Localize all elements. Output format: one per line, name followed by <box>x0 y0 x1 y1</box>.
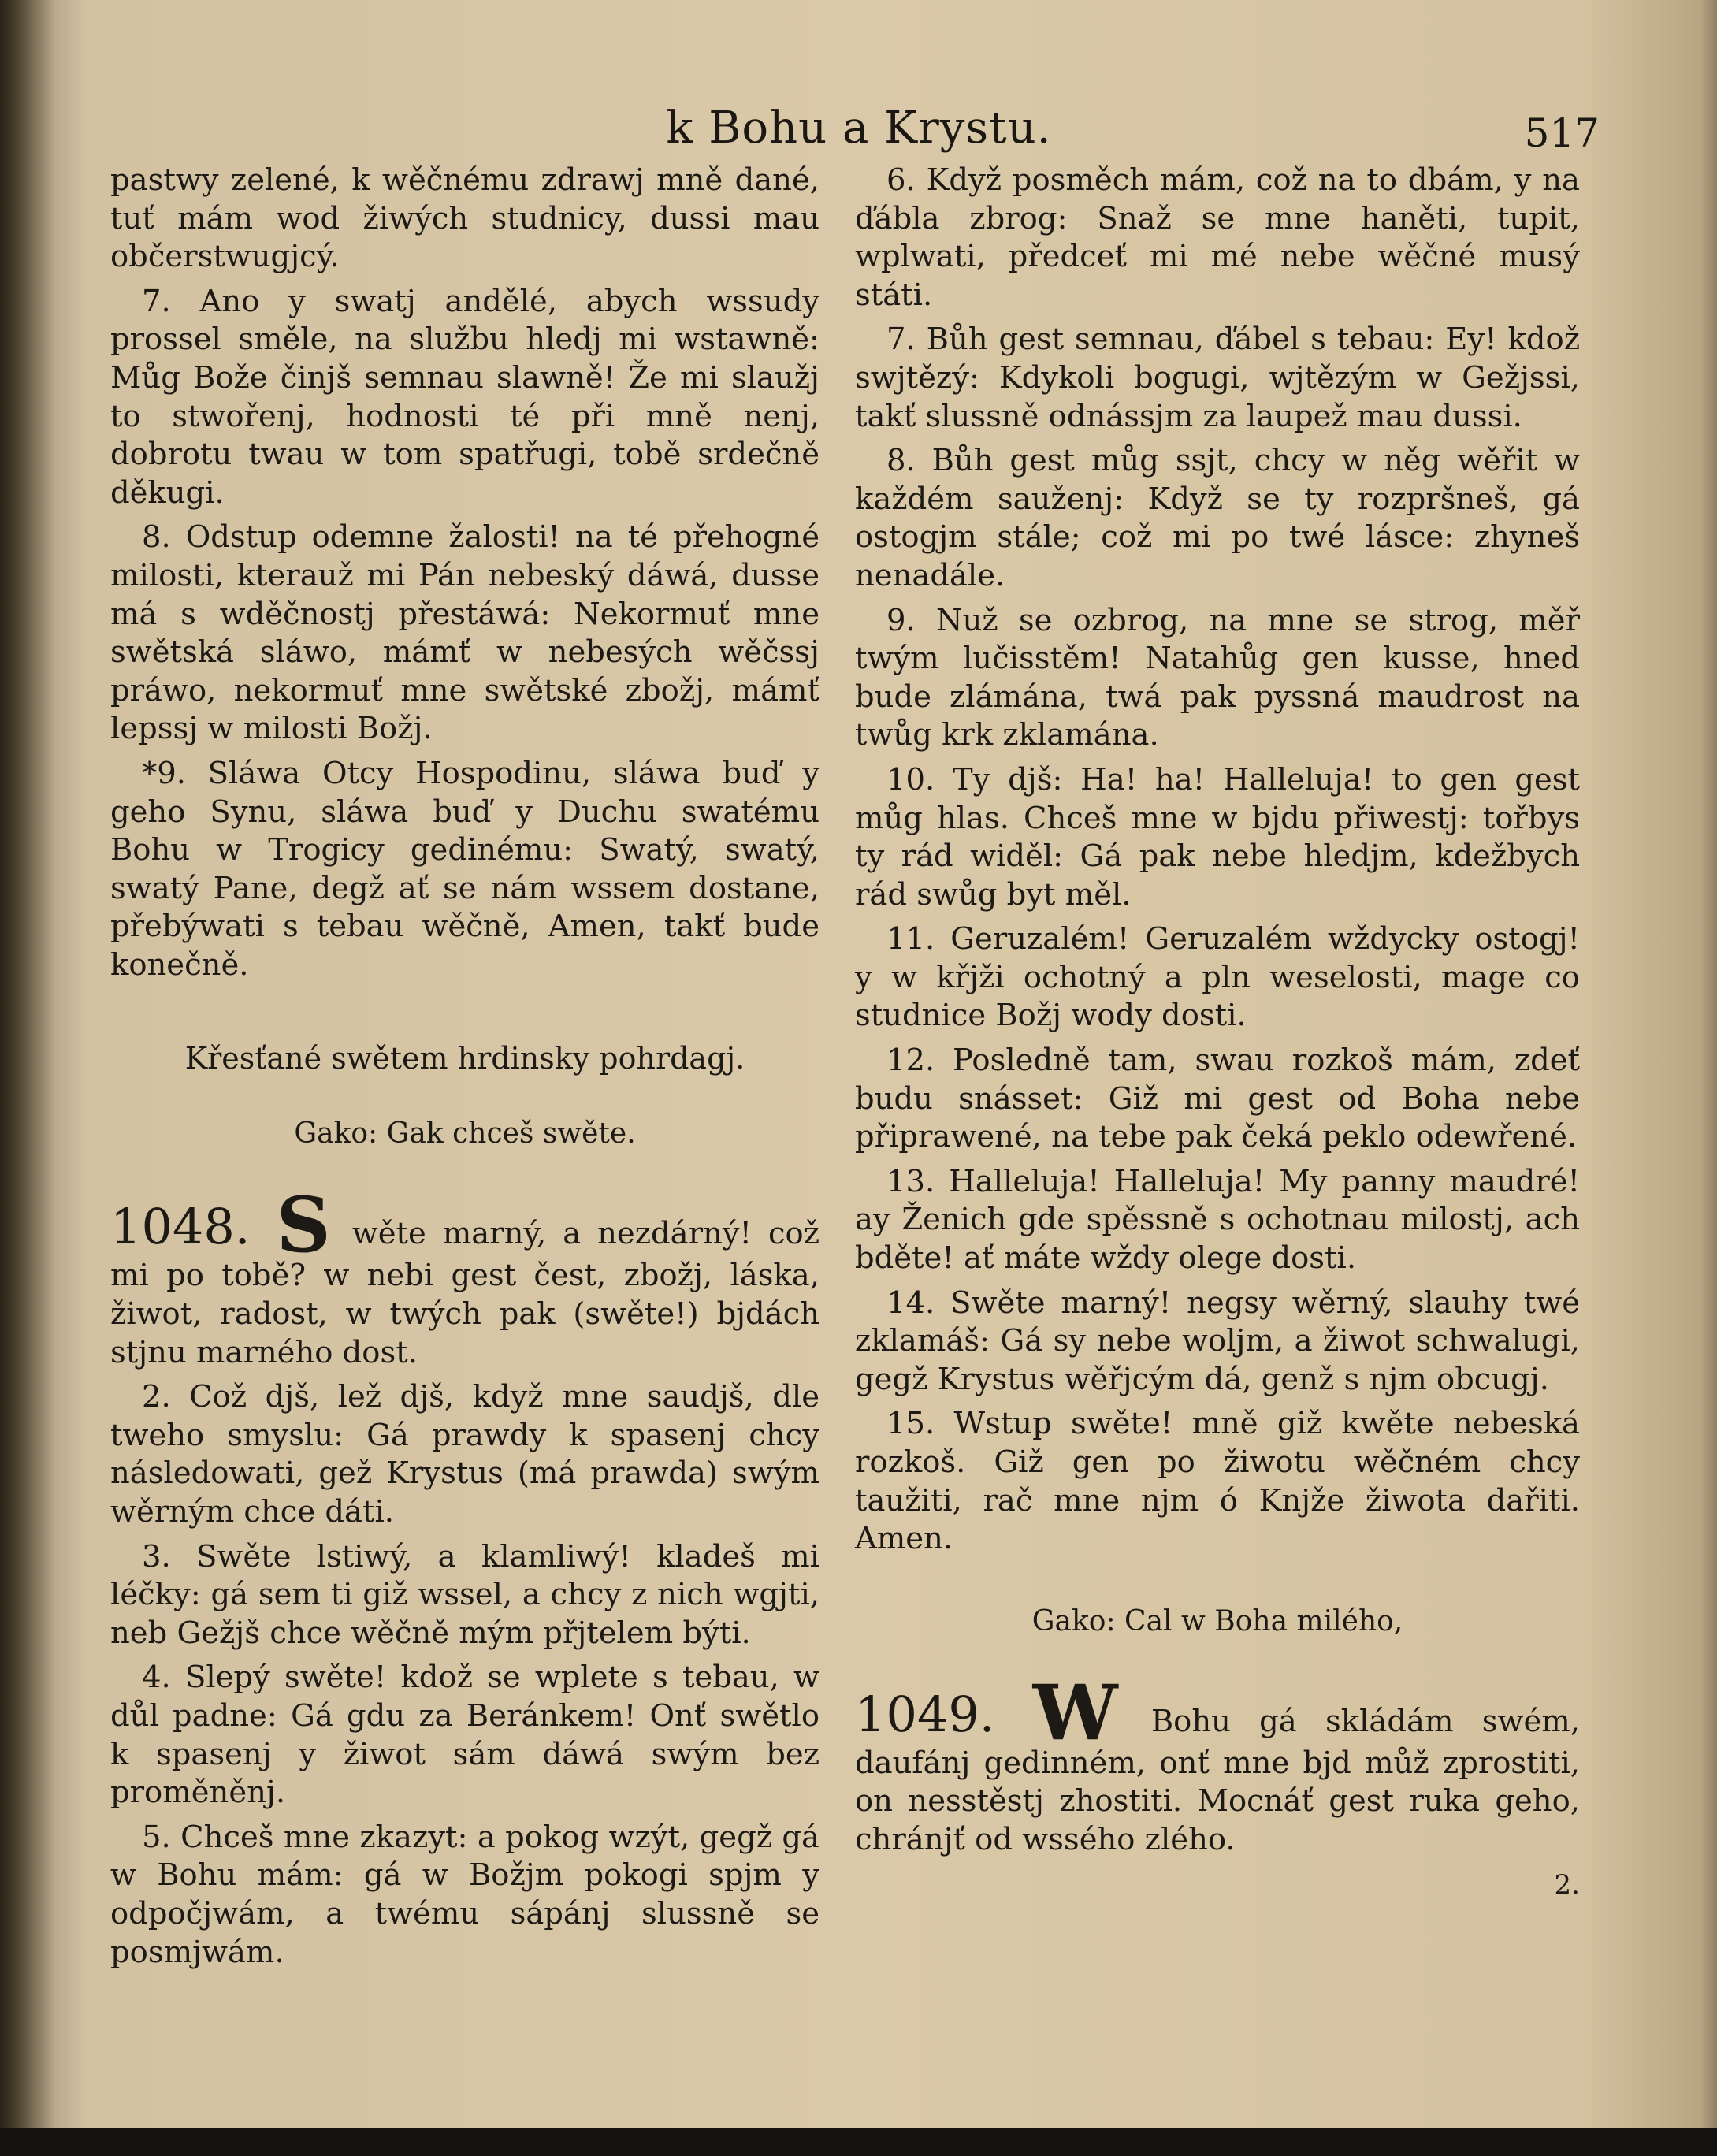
hymn-1048-stanza-14: 14. Swěte marný! negsy wěrný, slauhy twé zklamáš: Gá sy nebe woljm, a žiwot schwalugi, gegž Krystus wěřjcým dá, genž s njm obcugj. <box>855 1284 1580 1397</box>
page-number: 517 <box>1524 110 1600 156</box>
hymn-1048-stanza-2: 2. Což djš, lež djš, když mne saudjš, dle tweho smyslu: Gá prawdy k spasenj chcy následowati, gež Krystus (má prawda) swým wěrným chce dáti. <box>110 1379 819 1530</box>
hymn-1048-stanza-4: 4. Slepý swěte! kdož se wplete s tebau, w důl padne: Gá gdu za Beránkem! Onť swětlo k spasenj y žiwot sám dáwá swým bez proměněnj. <box>110 1660 819 1811</box>
hymn-1048-stanza-10: 10. Ty djš: Ha! ha! Halleluja! to gen gest můg hlas. Chceš mne w bjdu přiwestj: tořbys ty rád widěl: Gá pak nebe hledjm, kdežbych rád swůg byt měl. <box>855 761 1580 913</box>
hymn-number-1049: 1049. <box>855 1685 995 1743</box>
hymn-1049-stanza-1 <box>855 1667 1580 1860</box>
left-column <box>110 162 819 1978</box>
hymn-melody-note-1049: Gako: Cal w Boha milého, <box>1031 1604 1403 1637</box>
hymn-1048-stanza-1 <box>110 1180 819 1372</box>
hymn-1048-stanza-9: 9. Nuž se ozbrog, na mne se strog, měř twým lučisstěm! Natahůg gen kusse, hned bude zlámána, twá pak pyssná maudrost na twůg krk zklamána. <box>855 602 1580 753</box>
hymn-1048-stanza-5: 5. Chceš mne zkazyt: a pokog wzýt, gegž gá w Bohu mám: gá w Božjm pokogi spjm y odpočjwám, a twému sápánj slussně se posmjwám. <box>110 1819 819 1970</box>
stanza-text: wěte marný, a nezdárný! což mi po tobě? w nebi gest čest, zbožj, láska, žiwot, radost, w twých pak (swěte!) bjdách stjnu marného dost. <box>110 1216 819 1370</box>
stanza-text-1049: Bohu gá skládám swém, daufánj gedinném, onť mne bjd můž zprostiti, on nesstěstj zhostiti. Mocnáť gest ruka geho, chránjť od wssého zlého. <box>855 1703 1580 1857</box>
drop-cap-1049: W <box>1032 1667 1118 1757</box>
stanza-9-doxology: *9. Sláwa Otcy Hospodinu, sláwa buď y geho Synu, sláwa buď y Duchu swatému Bohu w Trogicy gedinému: Swatý, swatý, swatý Pane, degž ať se nám wssem dostane, přebýwati s tebau wěčně, Amen, takť bude konečně. <box>110 755 819 983</box>
drop-cap: S <box>276 1180 331 1270</box>
hymn-number: 1048. <box>110 1198 251 1256</box>
stanza-continuation: pastwy zelené, k wěčnému zdrawj mně dané, tuť mám wod žiwých studnicy, dussi mau občerstwugjcý. <box>110 162 819 275</box>
right-column <box>855 162 1580 1904</box>
hymn-1048-stanza-11: 11. Geruzalém! Geruzalém wždycky ostogj! y w křjži ochotný a pln weselosti, mage co studnice Božj wody dosti. <box>855 921 1580 1034</box>
scan-bottom-edge <box>0 2128 1717 2156</box>
hymn-1048-stanza-12: 12. Posledně tam, swau rozkoš mám, zdeť budu snásset: Giž mi gest od Boha nebe připrawené, na tebe pak čeká peklo odewřené. <box>855 1043 1580 1155</box>
catchword: 2. <box>1554 1868 1580 1901</box>
hymn-1048-stanza-7: 7. Bůh gest semnau, ďábel s tebau: Ey! kdož swjtězý: Kdykoli bogugi, wjtězým w Gežjssi, takť slussně odnássjm za laupež mau dussi. <box>855 322 1580 434</box>
hymn-1048-stanza-13: 13. Halleluja! Halleluja! My panny maudré! ay Ženich gde spěssně s ochotnau milostj, ach bděte! ať máte wždy olege dosti. <box>855 1163 1580 1277</box>
binding-shadow <box>0 0 55 2156</box>
hymn-1048-stanza-8: 8. Bůh gest můg ssjt, chcy w něg wěřit w každém sauženj: Když se ty rozpršneš, gá ostogjm stále; což mi po twé lásce: zhyneš nenadále. <box>855 443 1580 593</box>
stanza-7: 7. Ano y swatj andělé, abych wssudy prossel směle, na službu hledj mi wstawně: Můg Bože činjš semnau slawně! Že mi slaužj to stwořenj, hodnosti té při mně nenj, dobrotu twau w tom spatřugi, tobě srdečně děkugi. <box>110 283 819 511</box>
hymn-melody-note: Gako: Gak chceš swěte. <box>294 1117 636 1150</box>
stanza-8: 8. Odstup odemne žalosti! na té přehogné milosti, kterauž mi Pán nebeský dáwá, dusse má s wděčnostj přestáwá: Nekormuť mne swětská sláwo, mámť w nebesých wěčssj práwo, nekormuť mne swětské zbožj, mámť lepssj w milosti Božj. <box>110 519 819 747</box>
hymn-1048-stanza-6: 6. Když posměch mám, což na to dbám, y na ďábla zbrog: Snaž se mne haněti, tupit, wplwati, předceť mi mé nebe wěčné musý státi. <box>855 162 1580 313</box>
hymn-section-title: Křesťané swětem hrdinsky pohrdagj. <box>184 1041 745 1076</box>
hymn-1048-stanza-3: 3. Swěte lstiwý, a klamliwý! kladeš mi léčky: gá sem ti giž wssel, a chcy z nich wgjti, neb Gežjš chce wěčně mým přjtelem býti. <box>110 1538 819 1651</box>
hymn-1048-stanza-15: 15. Wstup swěte! mně giž kwěte nebeská rozkoš. Giž gen po žiwotu wěčném chcy taužiti, rač mne njm ó Knjže žiwota dařiti. Amen. <box>855 1406 1580 1557</box>
running-title: k Bohu a Krystu. <box>666 102 1052 154</box>
page-header <box>0 95 1717 165</box>
